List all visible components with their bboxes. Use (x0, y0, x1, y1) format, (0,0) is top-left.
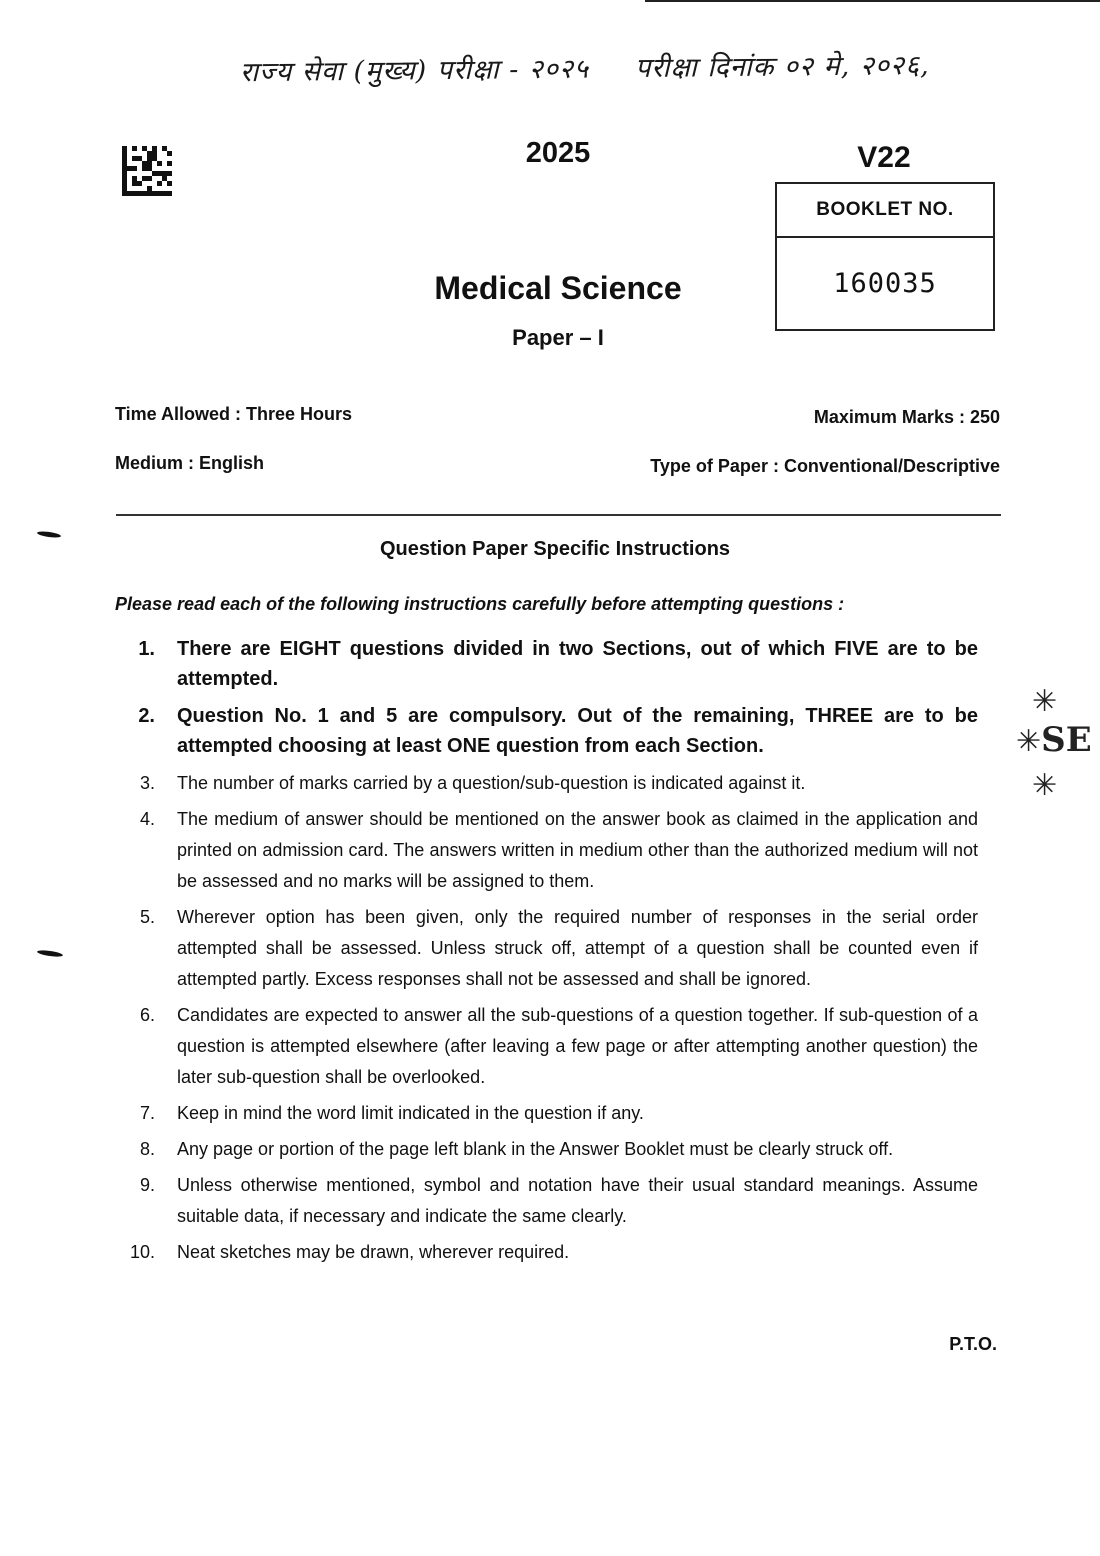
instructions-title: Question Paper Specific Instructions (379, 538, 731, 560)
instruction-item (120, 1170, 978, 1232)
instruction-number: 6. (139, 1005, 155, 1025)
handwritten-exam-note (240, 44, 1040, 96)
instruction-item (120, 634, 978, 694)
instruction-number: 2. (138, 705, 155, 727)
subject-title: Medical Science (434, 270, 682, 306)
instruction-number: 4. (139, 809, 155, 829)
stamp-text-row (1016, 720, 1092, 760)
margin-punch-mark (37, 530, 61, 538)
instruction-text: Keep in mind the word limit indicated in the question if any. (177, 1103, 644, 1123)
booklet-label: BOOKLET NO. (777, 184, 993, 238)
instruction-number: 9. (139, 1175, 155, 1195)
maximum-marks: Maximum Marks : 250 (813, 407, 1000, 427)
paper-version-code: V22 (857, 141, 911, 174)
instruction-text: Candidates are expected to answer all the sub-questions of a question together. If sub-question of a question is attempted elsewhere (after leaving a few page or after attempting another question) the later sub-question shall be overlooked. (177, 1005, 978, 1087)
booklet-number-box (775, 182, 995, 331)
instruction-item (120, 804, 978, 897)
instruction-item (120, 701, 978, 761)
instructions-lead: Please read each of the following instructions carefully before attempting questions : (115, 594, 845, 614)
instruction-item (120, 768, 978, 799)
medium: Medium : English (115, 453, 265, 473)
instruction-number: 5. (139, 907, 155, 927)
instruction-item (120, 1237, 978, 1268)
handwritten-exam-date: परीक्षा दिनांक ०२ मे, २०२६, (634, 49, 930, 85)
instruction-item (120, 1000, 978, 1093)
paper-number: Paper – I (512, 325, 604, 350)
instruction-number: 10. (129, 1242, 155, 1262)
booklet-number: 160035 (833, 268, 937, 299)
instruction-item (120, 1134, 978, 1165)
stamp-star-icon: ✳ (1032, 768, 1058, 803)
paper-type: Type of Paper : Conventional/Descriptive (650, 456, 1000, 476)
instruction-item (120, 1098, 978, 1129)
stamp-star-icon: ✳ (1032, 684, 1058, 719)
instruction-number: 3. (139, 773, 155, 793)
datamatrix-code-icon (122, 146, 172, 196)
instruction-text: The medium of answer should be mentioned on the answer book as claimed in the application and printed on admission card. The answers written in medium other than the authorized medium will not be assessed and no marks will be assigned to them. (177, 809, 978, 891)
instruction-number: 1. (138, 638, 155, 660)
handwritten-exam-name: राज्य सेवा (मुख्य) परीक्षा - २०२५ (239, 53, 590, 89)
instruction-text: Neat sketches may be drawn, wherever required. (177, 1242, 570, 1262)
stamp-star-icon: ✳ (1016, 724, 1042, 759)
instruction-text: Any page or portion of the page left blank in the Answer Booklet must be clearly struck off. (177, 1139, 894, 1159)
stamp-text: SE (1041, 720, 1092, 760)
margin-stamp (1016, 684, 1100, 814)
margin-punch-mark (37, 949, 63, 958)
exam-year: 2025 (525, 137, 591, 169)
instruction-text: Unless otherwise mentioned, symbol and notation have their usual standard meanings. Assume suitable data, if necessary and indicate the same clearly. (177, 1175, 978, 1226)
instruction-text: The number of marks carried by a question/sub-question is indicated against it. (177, 773, 806, 793)
instruction-text: Question No. 1 and 5 are compulsory. Out of the remaining, THREE are to be attempted choosing at least ONE question from each Section. (177, 705, 978, 757)
instruction-number: 7. (139, 1103, 155, 1123)
instruction-text: There are EIGHT questions divided in two Sections, out of which FIVE are to be attempted. (177, 638, 978, 690)
time-allowed: Time Allowed : Three Hours (115, 404, 353, 424)
top-edge-rule (645, 0, 1100, 2)
please-turn-over: P.T.O. (949, 1334, 997, 1354)
instructions-list (120, 634, 978, 1273)
instruction-text: Wherever option has been given, only the required number of responses in the serial order attempted shall be assessed. Unless struck off, attempt of a question shall be counted even if attempted partly. Excess responses shall not be assessed and shall be ignored. (177, 907, 978, 989)
divider (116, 514, 1001, 516)
instruction-number: 8. (139, 1139, 155, 1159)
instruction-item (120, 902, 978, 995)
